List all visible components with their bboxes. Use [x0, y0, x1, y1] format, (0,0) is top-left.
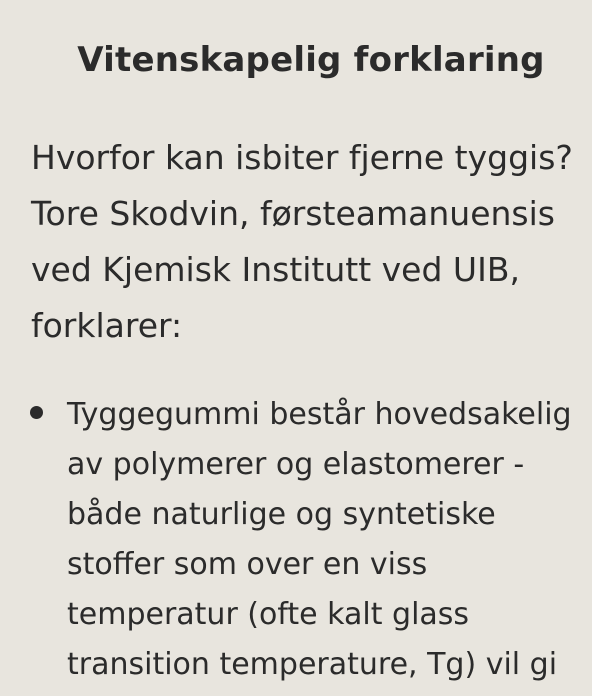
intro-line: ved Kjemisk Institutt ved UIB, [31, 250, 520, 289]
list-item-line: transition temperature, Tg) vil gi [67, 647, 558, 682]
section-heading: Vitenskapelig forklaring [77, 40, 545, 80]
list-item-line: Tyggegummi består hovedsakelig [67, 397, 572, 432]
list-item-text [67, 390, 592, 690]
list-item-line: stoffer som over en viss [67, 547, 428, 582]
intro-line: Tore Skodvin, førsteamanuensis [31, 194, 555, 233]
list-item [0, 390, 592, 690]
bullet-icon [30, 406, 43, 419]
intro-line: forklarer: [31, 306, 183, 345]
list-item-line: både naturlige og syntetiske [67, 497, 496, 532]
intro-line: Hvorfor kan isbiter fjerne tyggis? [31, 138, 573, 177]
explanation-list [0, 390, 592, 690]
intro-paragraph [31, 130, 591, 354]
list-item-line: temperatur (ofte kalt glass [67, 597, 470, 632]
list-item-line: av polymerer og elastomerer - [67, 447, 525, 482]
